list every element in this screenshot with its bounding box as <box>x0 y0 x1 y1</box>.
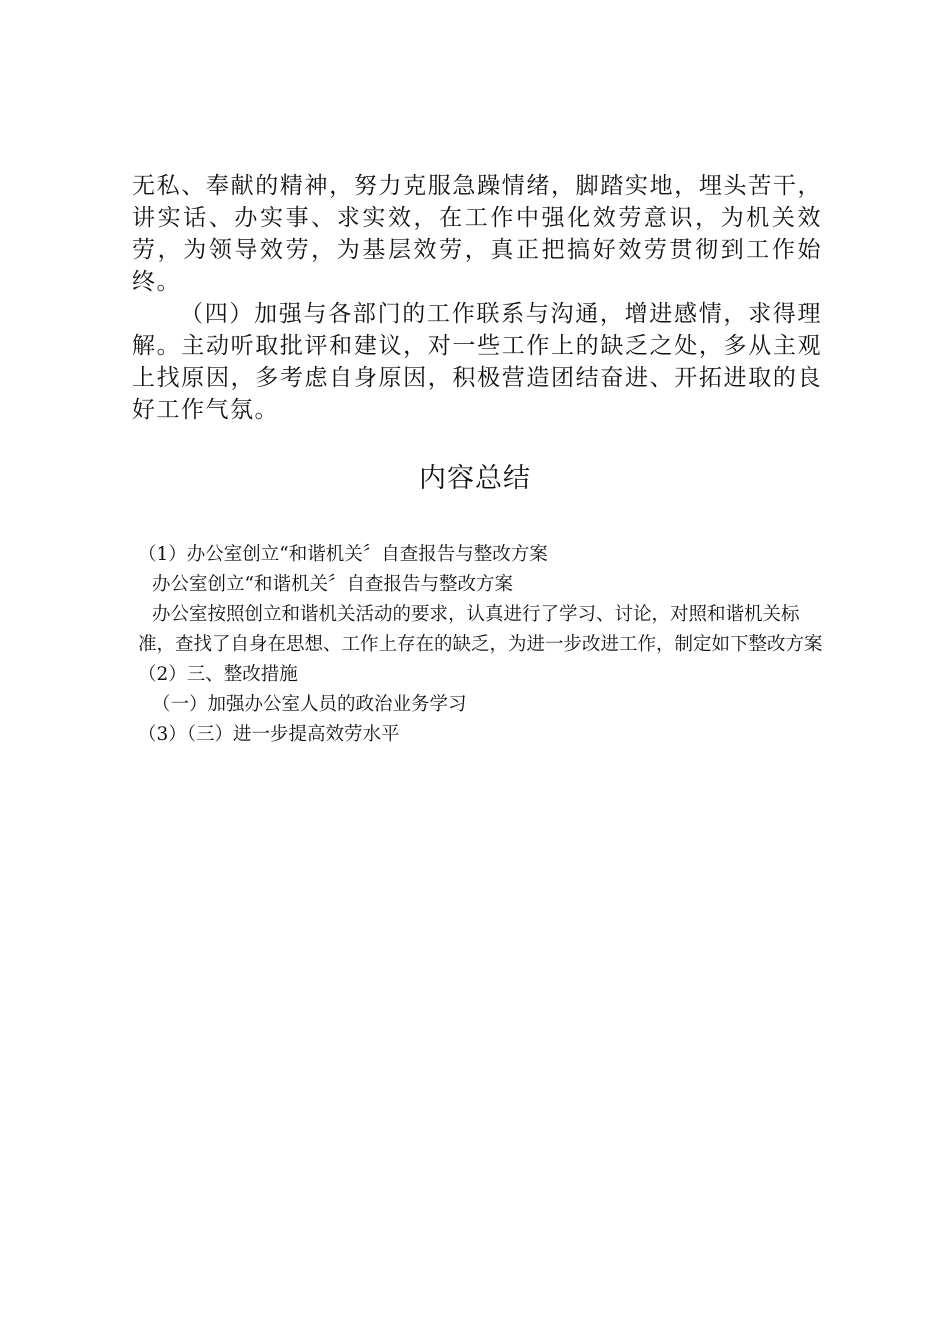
summary-item-subtitle: 办公室创立“和谐机关〞自查报告与整改方案 <box>152 574 513 595</box>
summary-item-heading: （3）（三）进一步提高效劳水平 <box>138 724 400 745</box>
summary-item-heading: （1）办公室创立“和谐机关〞自查报告与整改方案 <box>138 544 548 565</box>
body-paragraph: （四）加强与各部门的工作联系与沟通，增进感情，求得理解。主动听取批评和建议，对一些工作上的缺乏之处，多从主观上找原因，多考虑自身原因，积极营造团结奋进、开拓进取的良好工作气氛。 <box>132 301 822 423</box>
summary-item-text: 办公室按照创立和谐机关活动的要求，认真进行了学习、讨论，对照和谐机关标准，查找了自身在思想、工作上存在的缺乏，为进一步改进工作，制定如下整改方案 <box>138 604 823 655</box>
body-text <box>132 170 822 426</box>
summary-title: 内容总结 <box>419 463 531 494</box>
summary-section <box>138 540 828 750</box>
summary-item-heading: （2）三、整改措施 <box>138 664 298 685</box>
summary-item-subtitle: （一）加强办公室人员的政治业务学习 <box>152 694 467 715</box>
body-paragraph: 无私、奉献的精神，努力克服急躁情绪，脚踏实地，埋头苦干，讲实话、办实事、求实效，在工作中强化效劳意识，为机关效劳，为领导效劳，为基层效劳，真正把搞好效劳贯彻到工作始终。 <box>132 173 822 295</box>
